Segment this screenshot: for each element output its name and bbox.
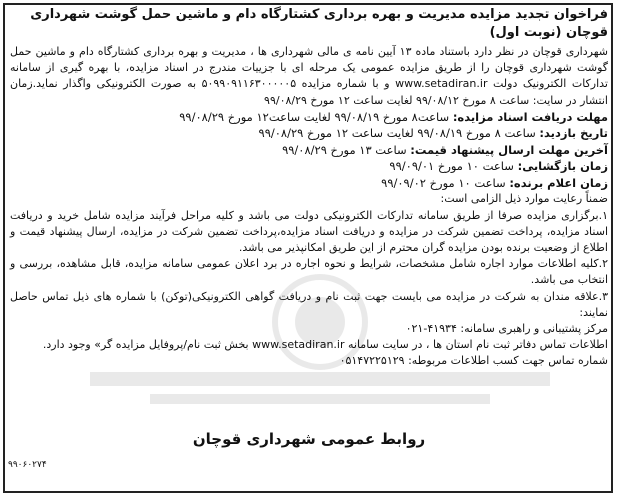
contact-line: شماره تماس جهت کسب اطلاعات مربوطه: ۰۵۱۴۷۲۲۵۱۲۹ <box>339 354 608 368</box>
schedule-value: ساعت ۸ مورخ ۹۹/۰۸/۱۹ لغایت ساعت ۱۲ مورخ ۹۹/۰۸/۲۹ <box>258 126 540 141</box>
schedule-label: تاریخ بازدید: <box>539 126 608 141</box>
notice-body <box>10 6 608 370</box>
intro-paragraph: شهرداری قوچان در نظر دارد باستناد ماده ۱۳ آیین نامه ی مالی شهرداری ها ، مدیریت و بهره برداری کشتارگاه دام و ماشین حمل گوشت شهرداری قوچان را از طریق مزایده عمومی یک مرحله ای با جزییات مندرج در اسناد مزایده، با بهره گیری از سامانه تدارکات الکترونیک دولت www.setadiran.ir و با شماره مزایده ۵۰۹۹۰۹۱۱۶۳۰۰۰۰۰۵ به صورت الکترونیکی واگذار نماید.زمان انتشار در سایت: ساعت ۸ مورخ ۹۹/۰۸/۱۲ لغایت ساعت ۱۲ مورخ ۹۹/۰۸/۲۹ <box>10 45 608 107</box>
schedule-row <box>10 125 608 142</box>
note-item: ۱.برگزاری مزایده صرفا از طریق سامانه تدارکات الکترونیکی دولت می باشد و کلیه مراحل فرآیند مزایده شامل خرید و دریافت اسناد مزایده، پرداخت تضمین شرکت در مزایده و دریافت اسناد مزایده،پرداخت تضمین شرکت در مزایده، ارسال پیشنهاد قیمت و اطلاع از وضعیت برنده بودن مزایده گران محترم از این طریق امکانپذیر می باشد. <box>10 208 608 254</box>
schedule-row <box>10 158 608 175</box>
notice-title: فراخوان تجدید مزایده مدیریت و بهره برداری کشتارگاه دام و ماشین حمل گوشت شهرداری قوچان (نوبت اول) <box>30 7 608 40</box>
note-item: ۳.علاقه مندان به شرکت در مزایده می بایست جهت ثبت نام و دریافت گواهی الکترونیکی(توکن) با شماره های ذیل تماس حاصل نمایند: <box>10 289 608 319</box>
schedule-label: زمان بازگشایی: <box>517 159 608 174</box>
schedule-label: آخرین مهلت ارسال پیشنهاد قیمت: <box>410 142 608 157</box>
schedule-value: ساعت ۱۳ مورخ ۹۹/۰۸/۲۹ <box>282 142 411 157</box>
schedule-label: زمان اعلام برنده: <box>509 175 608 190</box>
signature: روابط عمومی شهرداری قوچان <box>192 430 426 448</box>
note-item: ۲.کلیه اطلاعات موارد اجاره شامل مشخصات، شرایط و نحوه اجاره در برد اعلان عمومی سامانه مزایده، قابل مشاهده، بررسی و انتخاب می باشد. <box>10 257 608 287</box>
notes-heading: ضمناً رعایت موارد ذیل الزامی است: <box>440 192 608 206</box>
support-line: مرکز پشتیبانی و راهبری سامانه: ۴۱۹۳۴-۰۲۱ <box>405 321 608 335</box>
schedule-value: ساعت۸ مورخ ۹۹/۰۸/۱۹ لغایت ساعت۱۲ مورخ ۹۹/۰۸/۲۹ <box>179 109 453 124</box>
schedule-row <box>10 175 608 192</box>
notice-code: ۹۹۰۶۰۲۷۴ <box>8 460 47 470</box>
schedule-value: ساعت ۱۰ مورخ ۹۹/۰۹/۰۲ <box>381 175 510 190</box>
schedule-row <box>10 142 608 159</box>
schedule-label: مهلت دریافت اسناد مزایده: <box>452 109 608 124</box>
registration-line: اطلاعات تماس دفاتر ثبت نام استان ها ، در سایت سامانه www.setadiran.ir بخش ثبت نام/پروفایل مزایده گر» وجود دارد. <box>42 338 608 352</box>
schedule-row <box>10 109 608 126</box>
schedule-value: ساعت ۱۰ مورخ ۹۹/۰۹/۰۱ <box>389 159 518 174</box>
